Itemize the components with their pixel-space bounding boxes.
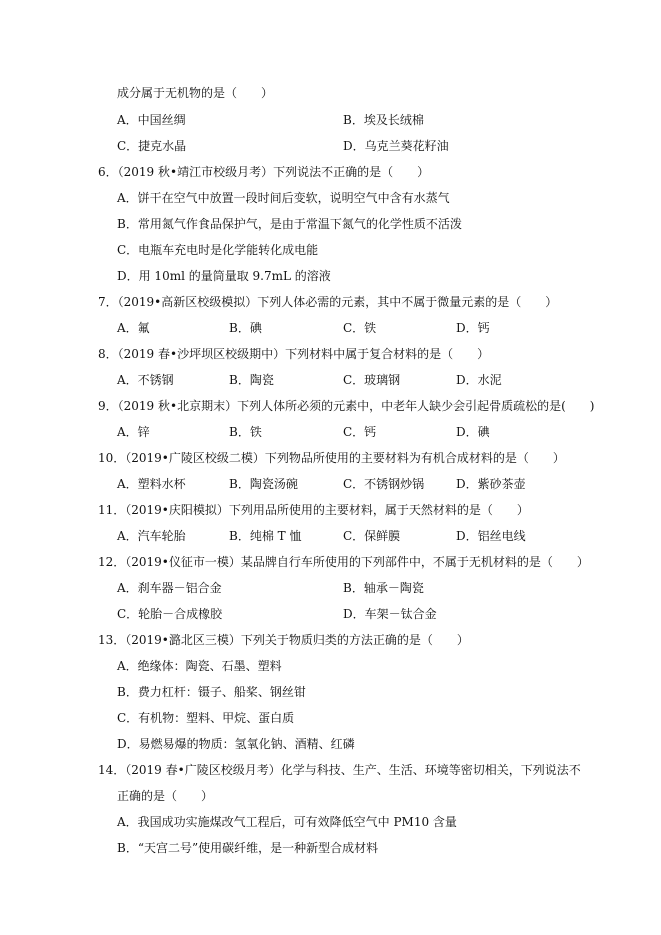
q13-option-d: D．易燃易爆的物质：氢氧化钠、酒精、红磷 [117,737,355,751]
q10-option-b: B．陶瓷汤碗 [229,477,298,491]
q6-option-d: D．用 10ml 的量筒量取 9.7mL 的溶液 [117,269,331,283]
q6-stem: 6．（2019 秋•靖江市校级月考）下列说法不正确的是（ ） [98,165,430,179]
q8-option-a: A．不锈钢 [117,373,174,387]
q6-option-c: C．电瓶车充电时是化学能转化成电能 [117,243,319,257]
q8-option-b: B．陶瓷 [229,373,274,387]
q9-stem: 9．（2019 秋•北京期末）下列人体所必须的元素中，中老年人缺少会引起骨质疏松的是( ) [98,399,595,413]
q5-option-a: A．中国丝绸 [117,113,186,127]
q7-option-b: B．碘 [229,321,262,335]
q9-option-d: D．碘 [456,425,490,439]
q10-option-d: D．紫砂茶壶 [456,477,526,491]
q12-option-c: C．轮胎－合成橡胶 [117,607,223,621]
q11-stem: 11．（2019•庆阳模拟）下列用品所使用的主要材料，属于天然材料的是（ ） [98,503,529,517]
q13-option-a: A．绝缘体：陶瓷、石墨、塑料 [117,659,282,673]
q11-option-a: A．汽车轮胎 [117,529,186,543]
q14-stem-continuation: 正确的是（ ） [117,789,214,803]
q5-option-c: C．捷克水晶 [117,139,187,153]
q10-option-a: A．塑料水杯 [117,477,186,491]
q10-stem: 10．（2019•广陵区校级二模）下列物品所使用的主要材料为有机合成材料的是（ ） [98,451,565,465]
q14-option-a: A．我国成功实施煤改气工程后，可有效降低空气中 PM10 含量 [117,815,457,829]
q7-stem: 7．（2019•高新区校级模拟）下列人体必需的元素，其中不属于微量元素的是（ ） [98,295,558,309]
q14-stem: 14．（2019 春•广陵区校级月考）化学与科技、生产、生活、环境等密切相关，下列说法不 [98,763,581,777]
q8-option-c: C．玻璃钢 [343,373,401,387]
q13-stem: 13．（2019•潞北区三模）下列关于物质归类的方法正确的是（ ） [98,633,469,647]
q11-option-d: D．铝丝电线 [456,529,526,543]
q9-option-a: A．锌 [117,425,150,439]
q13-option-c: C．有机物：塑料、甲烷、蛋白质 [117,711,295,725]
q7-option-c: C．铁 [343,321,377,335]
q5-option-b: B．埃及长绒棉 [343,113,424,127]
q11-option-b: B．纯棉 T 恤 [229,529,302,543]
q12-option-d: D．车架－钛合金 [343,607,437,621]
q12-stem: 12．（2019•仪征市一模）某品牌自行车所使用的下列部件中，不属于无机材料的是（ ） [98,555,589,569]
q13-option-b: B．费力杠杆：镊子、船桨、钢丝钳 [117,685,306,699]
q7-option-d: D．钙 [456,321,490,335]
q11-option-c: C．保鲜膜 [343,529,401,543]
q9-option-b: B．铁 [229,425,262,439]
q8-option-d: D．水泥 [456,373,502,387]
q9-option-c: C．钙 [343,425,377,439]
q14-option-b: B．“天宫二号”使用碳纤维，是一种新型合成材料 [117,841,379,855]
q7-option-a: A．氟 [117,321,150,335]
q10-option-c: C．不锈钢炒锅 [343,477,425,491]
q8-stem: 8．（2019 春•沙坪坝区校级期中）下列材料中属于复合材料的是（ ） [98,347,490,361]
q5-stem-continuation: 成分属于无机物的是（ ） [117,86,274,100]
q6-option-b: B．常用氮气作食品保护气，是由于常温下氮气的化学性质不活泼 [117,217,462,231]
q12-option-a: A．刹车器－铝合金 [117,581,222,595]
q5-option-d: D．乌克兰葵花籽油 [343,139,449,153]
q6-option-a: A．饼干在空气中放置一段时间后变软，说明空气中含有水蒸气 [117,191,450,205]
q12-option-b: B．轴承－陶瓷 [343,581,424,595]
